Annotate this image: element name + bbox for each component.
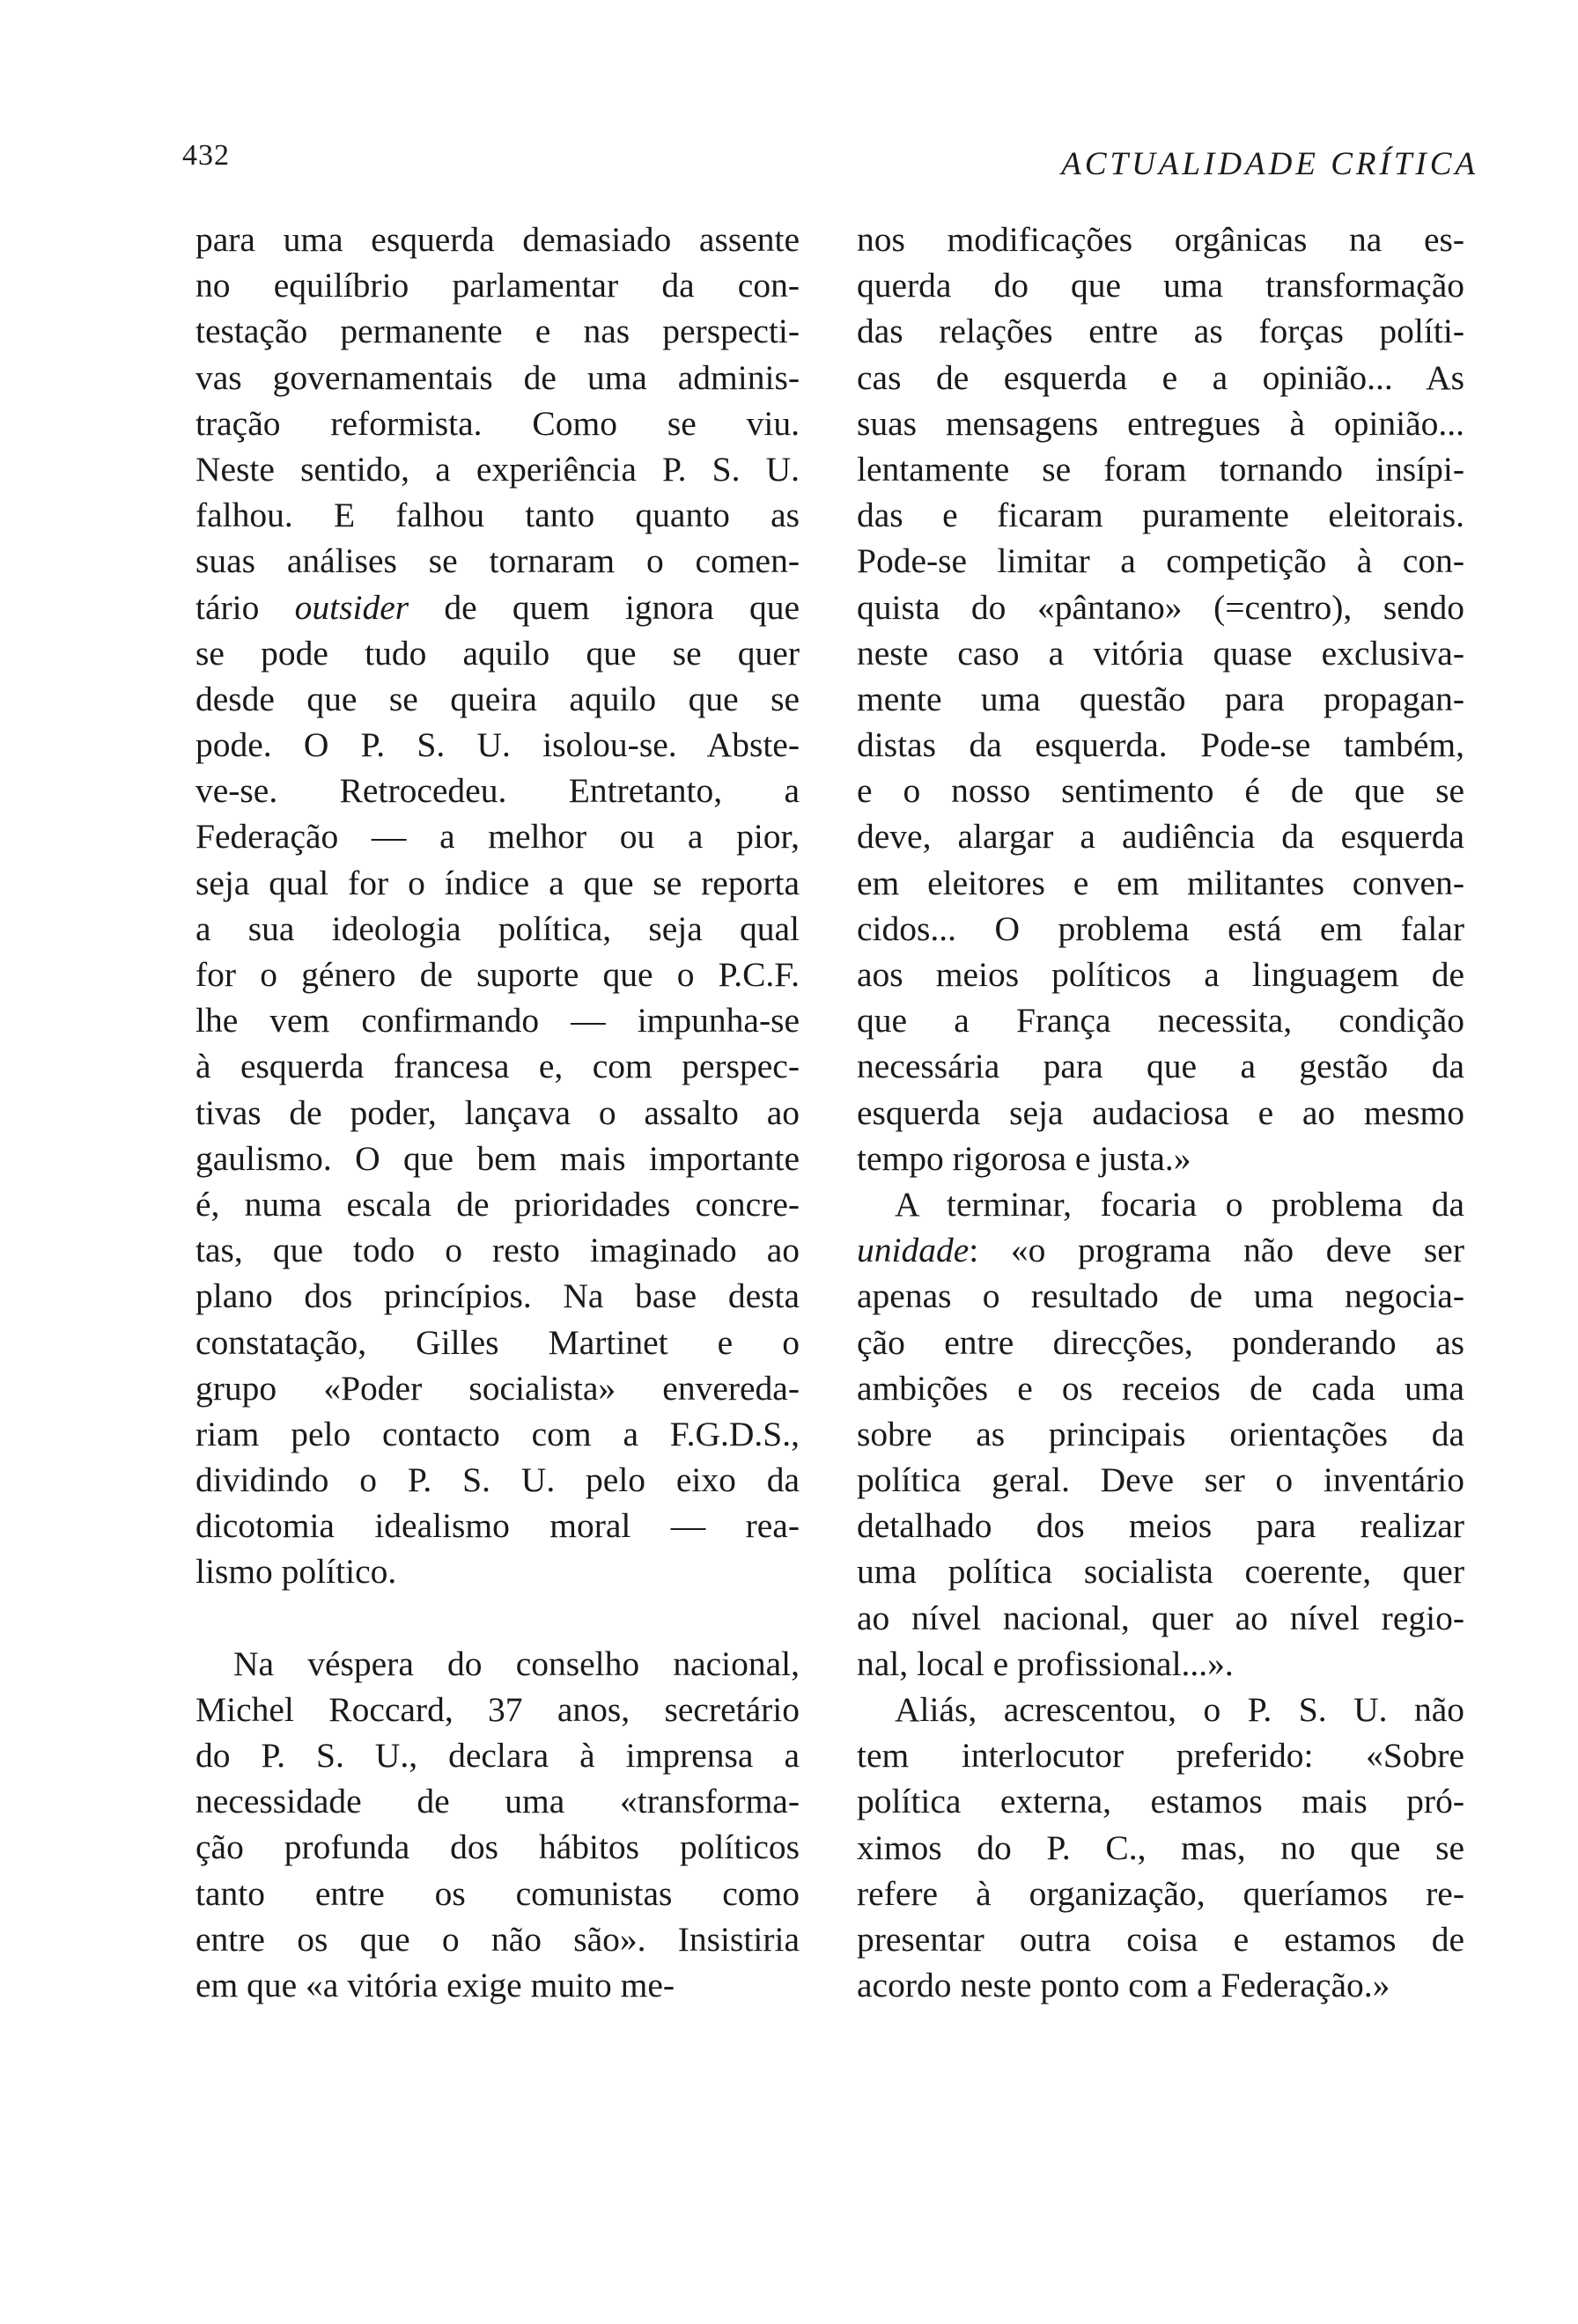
running-head-title: ACTUALIDADE CRÍTICA	[1061, 146, 1478, 182]
right-text-line: ao nível nacional, quer ao nível regio-	[857, 1598, 1464, 1637]
left-text-line: Michel Roccard, 37 anos, secretário	[195, 1689, 800, 1729]
left-text-line: suas análises se tornaram o comen-	[195, 541, 800, 581]
left-text-line: ção profunda dos hábitos políticos	[195, 1828, 800, 1867]
left-text-line: lhe vem confirmando — impunha-se	[195, 1001, 800, 1041]
right-text-line: distas da esquerda. Pode-se também,	[857, 725, 1464, 765]
left-text-line: tivas de poder, lançava o assalto ao	[195, 1092, 800, 1132]
left-text-line: vas governamentais de uma adminis-	[195, 357, 800, 397]
right-text-line: esquerda seja audaciosa e ao mesmo	[857, 1092, 1464, 1132]
left-text-line: à esquerda francesa e, com perspec-	[195, 1047, 800, 1086]
left-text-line: a sua ideologia política, seja qual	[195, 908, 800, 948]
right-text-line: ção entre direcções, ponderando as	[857, 1322, 1464, 1362]
left-text-line: testação permanente e nas perspecti-	[195, 312, 800, 351]
left-text-line: é, numa escala de prioridades concre-	[195, 1184, 800, 1224]
left-text-line: constatação, Gilles Martinet e o	[195, 1322, 800, 1362]
left-text-line: pode. O P. S. U. isolou-se. Abste-	[195, 725, 800, 765]
right-text-line: uma política socialista coerente, quer	[857, 1552, 1464, 1592]
right-text-line: Pode-se limitar a competição à con-	[857, 541, 1464, 581]
right-text-line: política externa, estamos mais pró-	[857, 1782, 1464, 1821]
right-text-line: suas mensagens entregues à opinião...	[857, 403, 1464, 443]
left-text-line: dicotomia idealismo moral — rea-	[195, 1506, 800, 1546]
left-text-line: tas, que todo o resto imaginado ao	[195, 1231, 800, 1270]
right-text-line: tem interlocutor preferido: «Sobre	[857, 1736, 1464, 1776]
right-text-line: lentamente se foram tornando insípi-	[857, 449, 1464, 489]
right-text-line: das e ficaram puramente eleitorais.	[857, 496, 1464, 535]
left-text-line: Neste sentido, a experiência P. S. U.	[195, 449, 800, 489]
right-text-line: em eleitores e em militantes conven-	[857, 863, 1464, 902]
left-text-line: tração reformista. Como se viu.	[195, 403, 800, 443]
right-text-line: neste caso a vitória quase exclusiva-	[857, 633, 1464, 673]
right-text-line: sobre as principais orientações da	[857, 1414, 1464, 1453]
right-text-line: política geral. Deve ser o inventário	[857, 1460, 1464, 1500]
right-text-line: que a França necessita, condição	[857, 1001, 1464, 1041]
right-text-line: nal, local e profissional...».	[857, 1644, 1234, 1683]
left-text-line: tanto entre os comunistas como	[195, 1873, 800, 1913]
left-text-line: falhou. E falhou tanto quanto as	[195, 496, 800, 535]
left-text-line: entre os que o não são». Insistiria	[195, 1919, 800, 1959]
right-text-line: ambições e os receios de cada uma	[857, 1368, 1464, 1408]
right-column	[857, 217, 1464, 2008]
right-text-line: detalhado dos meios para realizar	[857, 1506, 1464, 1546]
left-text-line: tário outsider de quem ignora que	[195, 587, 800, 627]
left-text-line: desde que se queira aquilo que se	[195, 679, 800, 718]
right-text-line: necessária para que a gestão da	[857, 1047, 1464, 1086]
right-text-line: deve, alargar a audiência da esquerda	[857, 817, 1464, 857]
right-text-line: nos modificações orgânicas na es-	[857, 220, 1464, 259]
right-text-line: A terminar, focaria o problema da	[895, 1184, 1464, 1224]
left-text-line: para uma esquerda demasiado assente	[195, 220, 800, 259]
left-text-line: for o género de suporte que o P.C.F.	[195, 955, 800, 994]
right-text-line: aos meios políticos a linguagem de	[857, 955, 1464, 994]
left-text-line: plano dos princípios. Na base desta	[195, 1276, 800, 1316]
right-text-line: tempo rigorosa e justa.»	[857, 1138, 1191, 1178]
left-text-line: Federação — a melhor ou a pior,	[195, 817, 800, 857]
left-text-line: em que «a vitória exige muito me-	[195, 1965, 675, 2004]
left-text-line: necessidade de uma «transforma-	[195, 1782, 800, 1821]
right-text-line: quista do «pântano» (=centro), sendo	[857, 587, 1464, 627]
right-text-line: cidos... O problema está em falar	[857, 908, 1464, 948]
right-text-line: das relações entre as forças políti-	[857, 312, 1464, 351]
left-text-line: Na véspera do conselho nacional,	[233, 1644, 800, 1683]
right-text-line: unidade: «o programa não deve ser	[857, 1231, 1464, 1270]
left-text-line: seja qual for o índice a que se reporta	[195, 863, 800, 902]
right-text-line: apenas o resultado de uma negocia-	[857, 1276, 1464, 1316]
left-text-line: no equilíbrio parlamentar da con-	[195, 266, 800, 305]
right-text-line: acordo neste ponto com a Federação.»	[857, 1966, 1390, 2005]
right-text-line: Aliás, acrescentou, o P. S. U. não	[895, 1690, 1464, 1729]
right-text-line: ximos do P. C., mas, no que se	[857, 1828, 1464, 1867]
left-text-line: ve-se. Retrocedeu. Entretanto, a	[195, 771, 800, 811]
right-text-line: presentar outra coisa e estamos de	[857, 1919, 1464, 1959]
left-text-line: gaulismo. O que bem mais importante	[195, 1138, 800, 1178]
left-text-line: dividindo o P. S. U. pelo eixo da	[195, 1460, 800, 1500]
right-text-line: querda do que uma transformação	[857, 266, 1464, 305]
right-text-line: mente uma questão para propagan-	[857, 679, 1464, 718]
left-column	[195, 217, 800, 2008]
left-text-line: riam pelo contacto com a F.G.D.S.,	[195, 1414, 800, 1453]
left-text-line: do P. S. U., declara à imprensa a	[195, 1736, 800, 1775]
right-text-line: e o nosso sentimento é de que se	[857, 771, 1464, 811]
page-number: 432	[182, 139, 230, 172]
left-text-line: grupo «Poder socialista» envereda-	[195, 1368, 800, 1408]
right-text-line: refere à organização, queríamos re-	[857, 1873, 1464, 1913]
left-text-line: se pode tudo aquilo que se quer	[195, 633, 800, 673]
left-text-line: lismo político.	[195, 1552, 397, 1592]
right-text-line: cas de esquerda e a opinião... As	[857, 357, 1464, 397]
